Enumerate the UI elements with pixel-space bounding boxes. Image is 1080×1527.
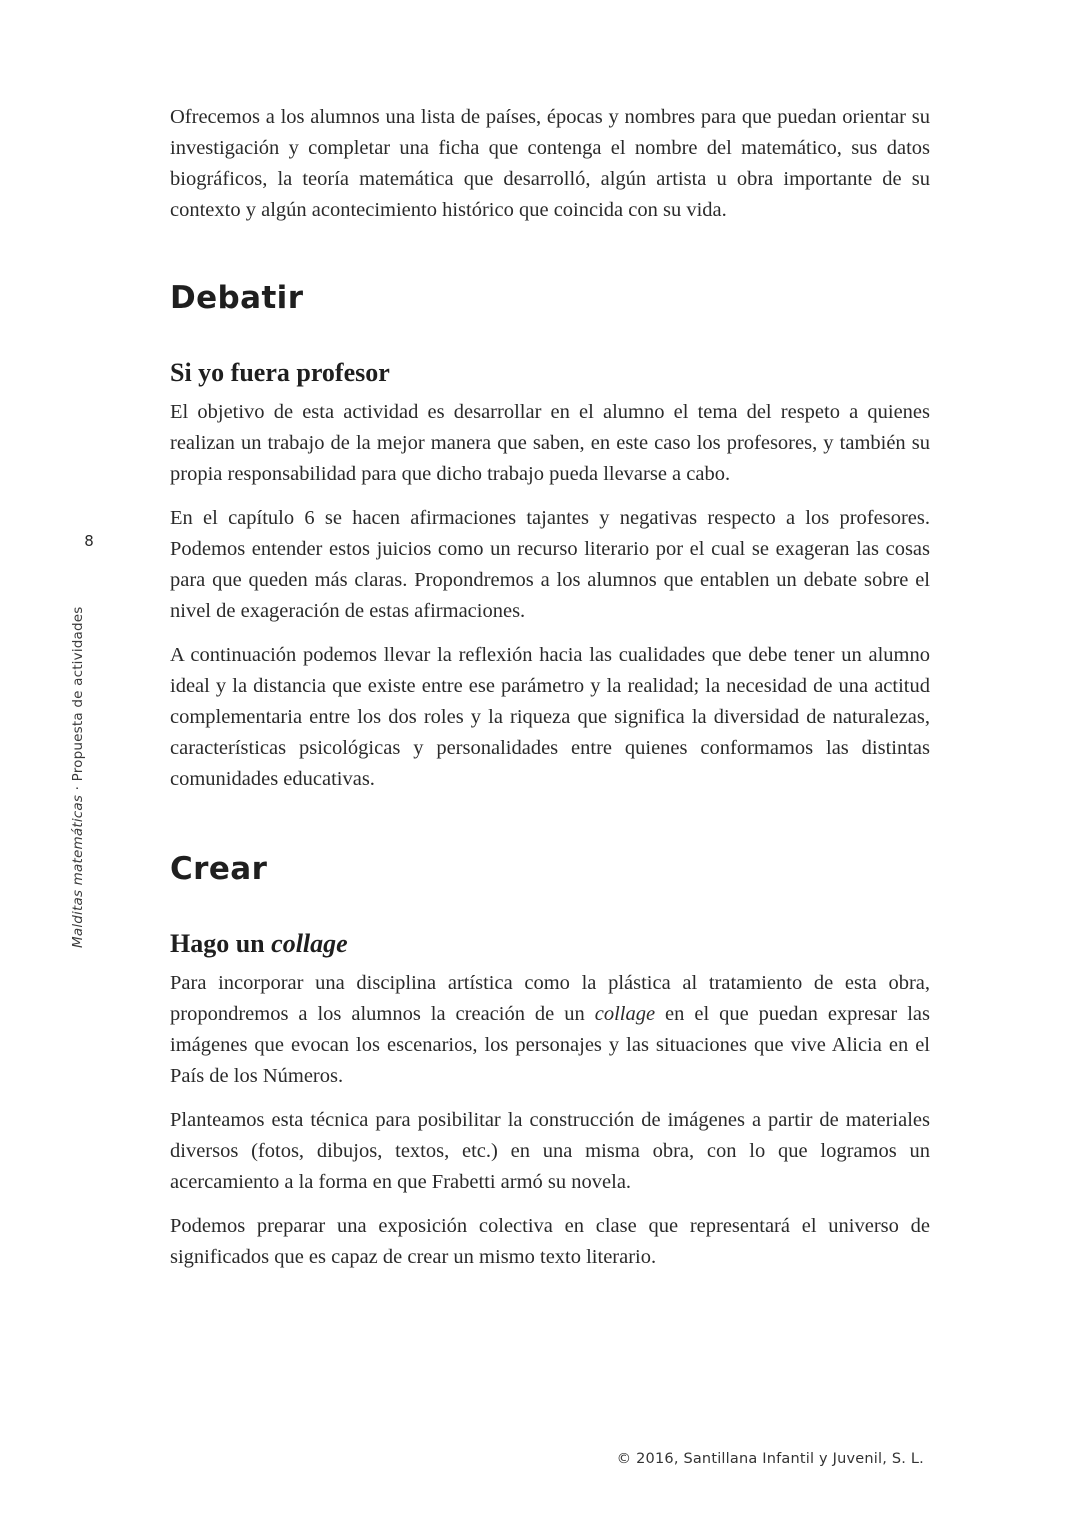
page-number: 8	[84, 532, 94, 550]
subheading-si-yo-fuera-profesor: Si yo fuera profesor	[170, 358, 390, 387]
running-header	[70, 528, 86, 948]
intro-paragraph: Ofrecemos a los alumnos una lista de países, épocas y nombres para que puedan orientar su investigación y completar una ficha que contenga el nombre del matemático, sus datos biográficos, la teoría matemática que desarrolló, algún artista u obra importante de su contexto y algún acontecimiento histórico que coincida con su vida.	[170, 106, 930, 221]
copyright-footer: © 2016, Santillana Infantil y Juvenil, S. L.	[616, 1451, 924, 1467]
subheading-hago-un-collage	[170, 927, 930, 961]
main-content	[170, 102, 930, 1286]
crear-p1-italic: collage	[594, 1003, 656, 1025]
heading-crear: Crear	[170, 851, 268, 887]
crear-paragraph: Podemos preparar una exposición colectiva en clase que representará el universo de significados que es capaz de crear un mismo texto literario.	[170, 1215, 930, 1268]
crear-p1-start: Para incorporar una disciplina artística como la plástica al tratamiento de esta obra, propondremos a los alumnos la creación de un	[170, 972, 930, 1025]
heading-debatir: Debatir	[170, 280, 304, 316]
section-title: Propuesta de actividades	[70, 606, 86, 782]
subheading-text: Hago un	[170, 929, 272, 958]
debatir-paragraph: A continuación podemos llevar la reflexión hacia las cualidades que debe tener un alumno ideal y la distancia que existe entre ese parámetro y la realidad; la necesidad de una actitud complementaria entre los dos roles y la riqueza que significa la diversidad de naturalezas, características psicológicas y personalidades entre quienes conformamos las distintas comunidades educativas.	[170, 644, 930, 790]
debatir-paragraph: El objetivo de esta actividad es desarrollar en el alumno el tema del respeto a quienes realizan un trabajo de la mejor manera que saben, en este caso los profesores, y también su propia responsabilidad para que dicho trabajo pueda llevarse a cabo.	[170, 401, 930, 485]
header-separator: ·	[70, 781, 86, 795]
book-title: Malditas matemáticas	[70, 794, 86, 948]
crear-paragraph	[170, 968, 930, 1092]
subheading-italic: collage	[271, 929, 348, 958]
crear-p1-end: en el que puedan expresar las imágenes que evocan los escenarios, los personajes y las situaciones que vive Alicia en el País de los Números.	[170, 1003, 931, 1087]
debatir-paragraph: En el capítulo 6 se hacen afirmaciones tajantes y negativas respecto a los profesores. Podemos entender estos juicios como un recurso literario por el cual se exageran las cosas para que queden más claras. Propondremos a los alumnos que entablen un debate sobre el nivel de exageración de estas afirmaciones.	[170, 507, 930, 622]
crear-paragraph: Planteamos esta técnica para posibilitar la construcción de imágenes a partir de materiales diversos (fotos, dibujos, textos, etc.) en una misma obra, con lo que logramos un acercamiento a la forma en que Frabetti armó su novela.	[170, 1109, 930, 1193]
